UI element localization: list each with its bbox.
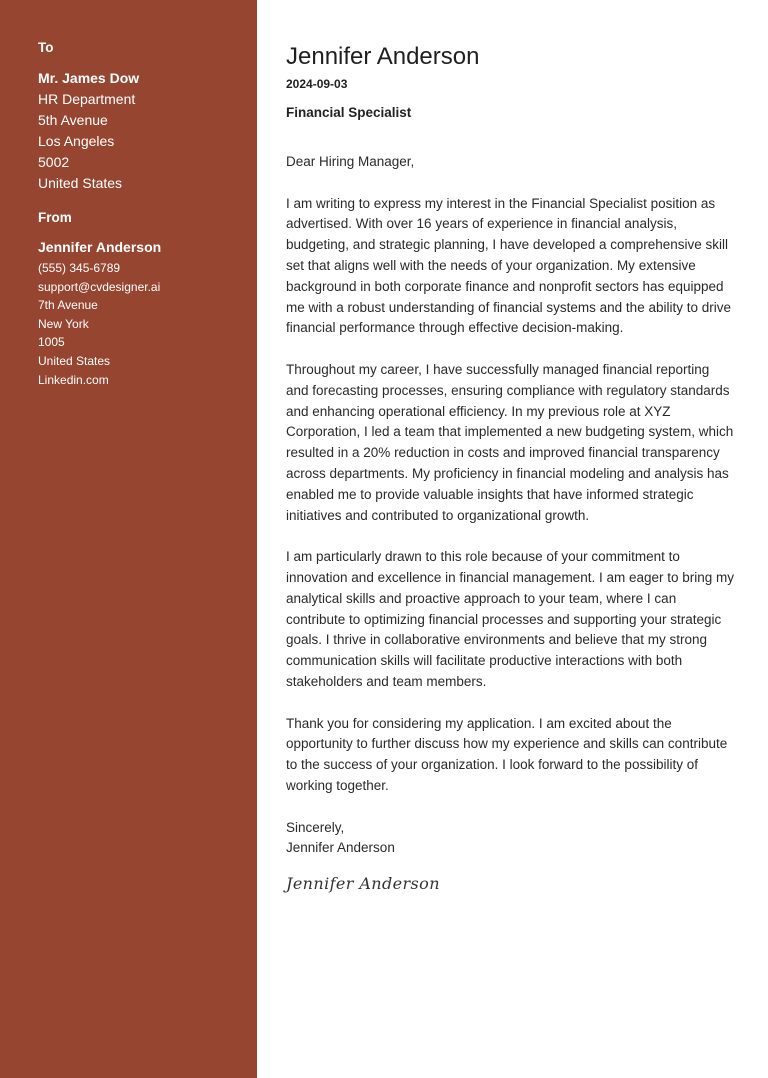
paragraph-2: Throughout my career, I have successfully managed financial reporting and forecasting processes, ensuring compliance with regulatory standards and enhancing operational efficiency. In my previous role at XYZ Corporation, I led a team that implemented a new budgeting system, which resulted in a 20% reduction in costs and improved financial transparency across departments. My proficiency in financial modeling and analysis has enabled me to provide valuable insights that have informed strategic initiatives and contributed to organizational growth. <box>286 361 734 523</box>
letter-date: 2024-09-03 <box>286 77 348 91</box>
recipient-department: HR Department <box>38 91 136 107</box>
recipient-name: Mr. James Dow <box>38 70 140 86</box>
paragraph-1: I am writing to express my interest in the Financial Specialist position as advertised. With over 16 years of experience in financial analysis, budgeting, and strategic planning, I have developed a comprehensive skill set that aligns well with the needs of your organization. My extensive background in both corporate finance and nonprofit sectors has equipped me with a robust understanding of financial systems and the ability to drive financial performance through effective decision-making. <box>286 195 731 336</box>
letter-body <box>286 152 734 895</box>
closing: Sincerely, <box>286 819 345 835</box>
letter-author-name: Jennifer Anderson <box>286 43 480 70</box>
from-heading: From <box>38 210 72 225</box>
paragraph-3: I am particularly drawn to this role because of your commitment to innovation and excellence in financial management. I am eager to bring my analytical skills and proactive approach to your team, where I can contribute to optimizing financial processes and supporting your strategic goals. I thrive in collaborative environments and believe that my strong communication skills will facilitate productive interactions with both stakeholders and team members. <box>286 549 735 689</box>
recipient-block <box>38 68 257 194</box>
sender-phone: (555) 345-6789 <box>38 261 121 275</box>
job-title: Financial Specialist <box>286 105 412 120</box>
sender-email[interactable]: support@cvdesigner.ai <box>38 279 161 294</box>
sender-street: 7th Avenue <box>38 298 98 313</box>
recipient-street: 5th Avenue <box>38 112 108 128</box>
handwritten-signature: Jennifer Anderson <box>286 874 440 894</box>
recipient-city: Los Angeles <box>38 133 115 149</box>
sender-country: United States <box>38 353 111 368</box>
sender-block <box>38 238 257 389</box>
to-heading: To <box>38 40 54 55</box>
sender-zip: 1005 <box>38 335 65 350</box>
signoff-name: Jennifer Anderson <box>286 840 395 856</box>
sender-name: Jennifer Anderson <box>38 239 162 255</box>
greeting: Dear Hiring Manager, <box>286 154 415 169</box>
recipient-zip: 5002 <box>38 154 70 170</box>
sidebar <box>0 0 257 1078</box>
paragraph-4: Thank you for considering my application. I am excited about the opportunity to further discuss how my experience and skills can contribute to the success of your organization. I look forward to the possibility of working together. <box>286 715 728 793</box>
sender-city: New York <box>38 316 89 331</box>
recipient-country: United States <box>38 175 123 191</box>
sender-linkedin-link[interactable]: Linkedin.com <box>38 372 109 387</box>
